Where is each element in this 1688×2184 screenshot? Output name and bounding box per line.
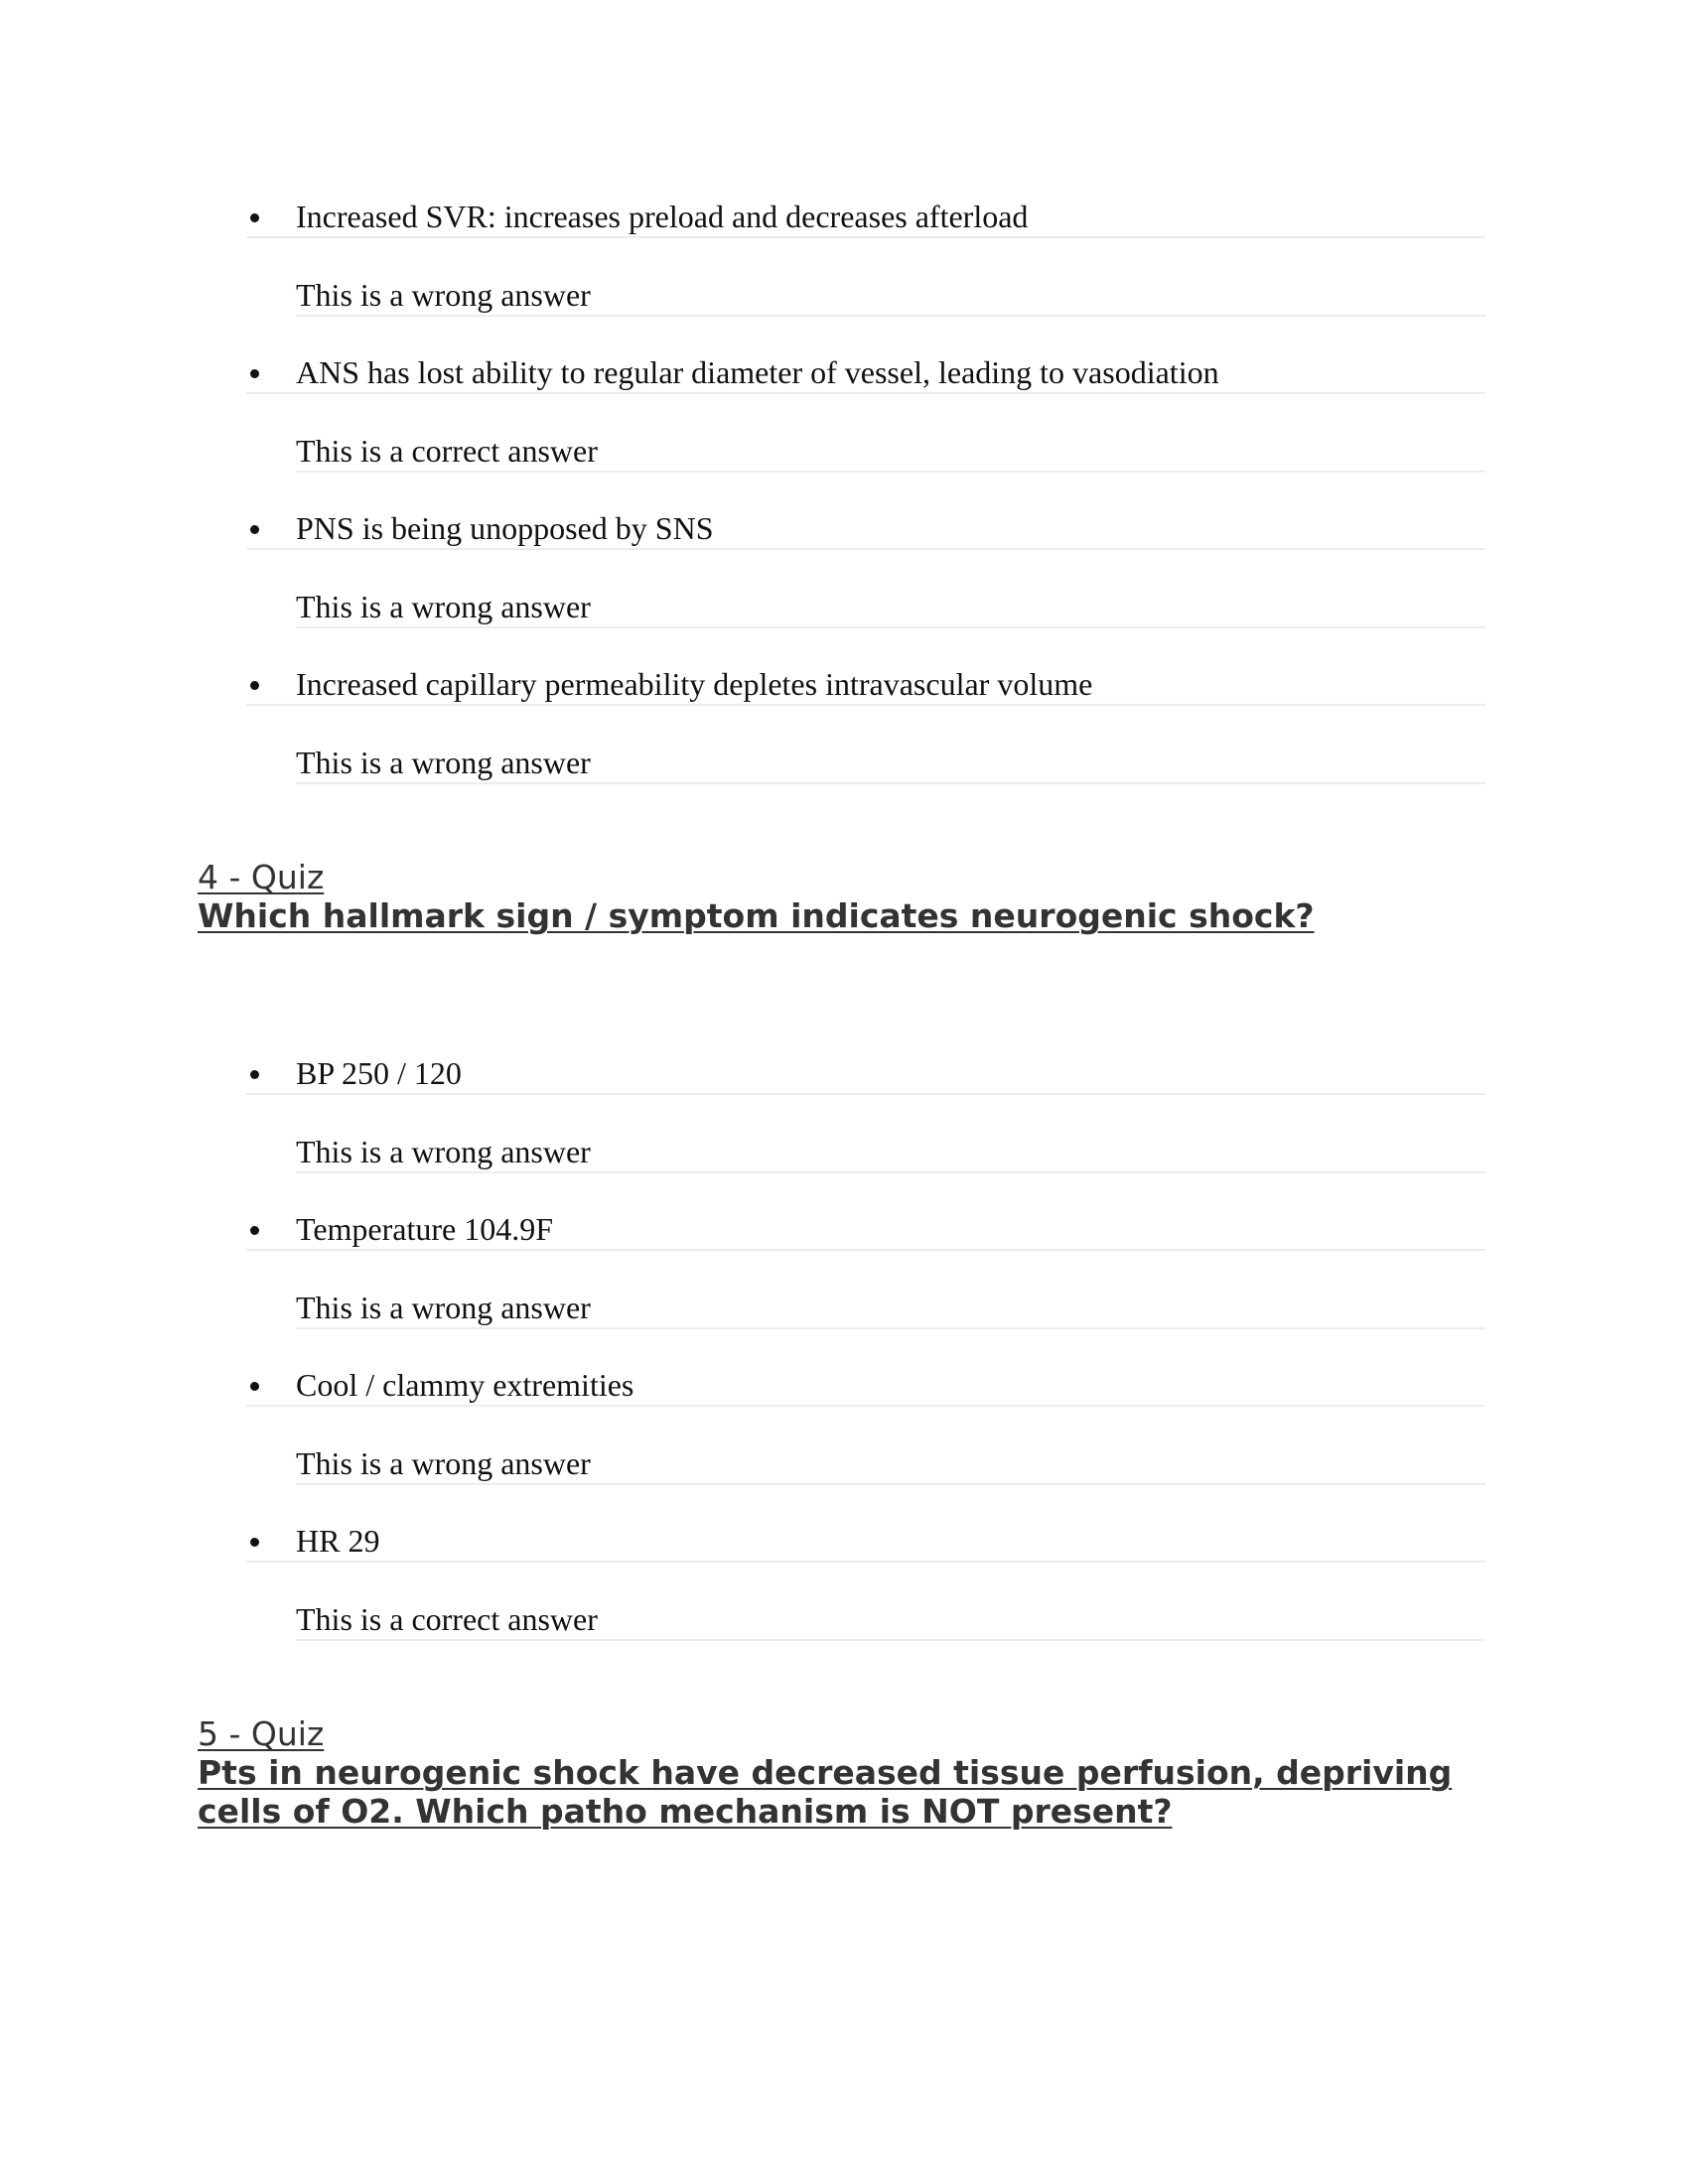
bullet-icon (246, 1051, 296, 1093)
answer-feedback (296, 1130, 1485, 1173)
option-text: ANS has lost ability to regular diameter of vessel, leading to vasodiation (296, 354, 1219, 390)
answer-feedback (296, 585, 1485, 628)
feedback-text: This is a wrong answer (296, 589, 591, 624)
bullet-icon (246, 1519, 296, 1561)
answer-feedback (296, 273, 1485, 317)
option-text: HR 29 (296, 1523, 380, 1559)
answer-option[interactable] (246, 1519, 1485, 1563)
answer-feedback (296, 1441, 1485, 1485)
answer-feedback (296, 1597, 1485, 1641)
quiz-question: Pts in neurogenic shock have decreased tissue perfusion, depriving cells of O2. Which patho mechanism is NOT present? (198, 1753, 1453, 1831)
answer-option[interactable] (246, 195, 1485, 238)
answer-option[interactable] (246, 1051, 1485, 1095)
answer-feedback (296, 741, 1485, 784)
bullet-icon (246, 350, 296, 392)
feedback-text: This is a wrong answer (296, 745, 591, 780)
option-text: PNS is being unopposed by SNS (296, 510, 714, 546)
feedback-text: This is a wrong answer (296, 1134, 591, 1169)
feedback-text: This is a wrong answer (296, 1290, 591, 1325)
answer-option[interactable] (246, 350, 1485, 394)
feedback-text: This is a wrong answer (296, 1445, 591, 1481)
feedback-text: This is a wrong answer (296, 277, 591, 313)
feedback-text: This is a correct answer (296, 433, 598, 469)
quiz-question: Which hallmark sign / symptom indicates neurogenic shock? (198, 896, 1315, 935)
bullet-icon (246, 662, 296, 704)
bullet-icon (246, 195, 296, 236)
option-text: Temperature 104.9F (296, 1211, 554, 1247)
quiz-label: 5 - Quiz (198, 1714, 325, 1753)
bullet-icon (246, 1207, 296, 1249)
bullet-icon (246, 1363, 296, 1405)
quiz-label: 4 - Quiz (198, 858, 325, 896)
answer-option[interactable] (246, 506, 1485, 550)
feedback-text: This is a correct answer (296, 1601, 598, 1637)
answer-feedback (296, 429, 1485, 473)
option-text: Increased SVR: increases preload and decreases afterload (296, 199, 1029, 234)
option-text: Cool / clammy extremities (296, 1367, 634, 1403)
answer-option[interactable] (246, 662, 1485, 706)
option-text: BP 250 / 120 (296, 1055, 462, 1091)
bullet-icon (246, 506, 296, 548)
answer-option[interactable] (246, 1363, 1485, 1407)
answer-option[interactable] (246, 1207, 1485, 1251)
option-text: Increased capillary permeability depletes intravascular volume (296, 666, 1093, 702)
answer-feedback (296, 1286, 1485, 1329)
